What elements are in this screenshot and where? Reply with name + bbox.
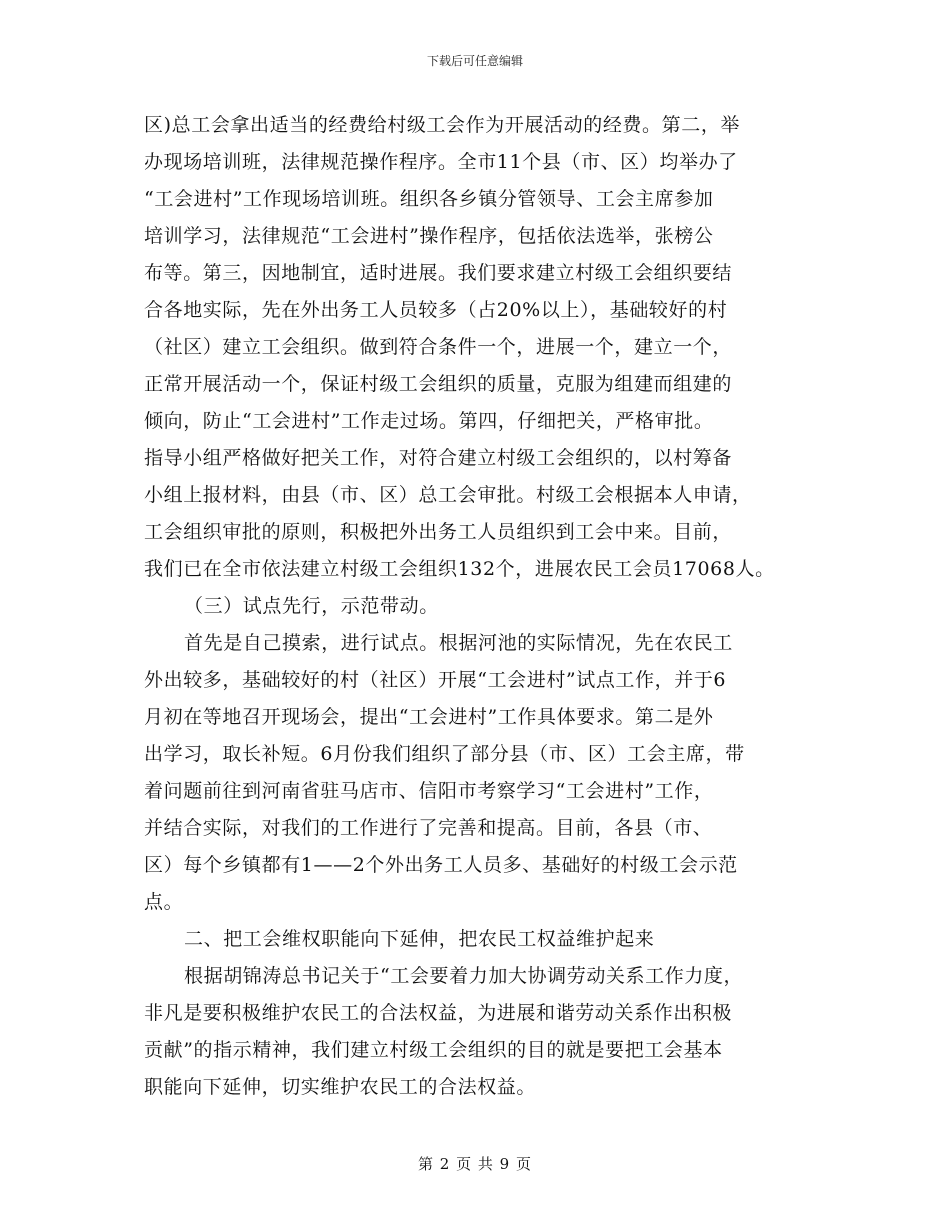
text-line: 职能向下延伸，切实维护农民工的合法权益。	[144, 1076, 537, 1098]
text-line: 出学习，取长补短。6月份我们组织了部分县（市、区）工会主席，带	[144, 743, 745, 765]
text-line: 月初在等地召开现场会，提出“工会进村”工作具体要求。第二是外	[144, 706, 714, 728]
text-line: 办现场培训班，法律规范操作程序。全市11个县（市、区）均举办了	[144, 151, 738, 173]
text-line: 区)总工会拿出适当的经费给村级工会作为开展活动的经费。第二，举	[144, 114, 741, 136]
text-line: 正常开展活动一个，保证村级工会组织的质量，克服为组建而组建的	[144, 373, 733, 395]
text-line: 布等。第三，因地制宜，适时进展。我们要求建立村级工会组织要结	[144, 262, 733, 284]
text-line: 点。	[144, 891, 184, 913]
text-line: 首先是自己摸索，进行试点。根据河池的实际情况，先在农民工	[184, 632, 733, 654]
text-line: “工会进村”工作现场培训班。组织各乡镇分管领导、工会主席参加	[144, 188, 714, 210]
text-line: 倾向，防止“工会进村”工作走过场。第四，仔细把关，严格审批。	[144, 410, 714, 432]
section-heading: （三）试点先行，示范带动。	[184, 595, 439, 617]
text-line: 我们已在全市依法建立村级工会组织132个，进展农民工会员17068人。	[144, 558, 775, 580]
text-line: 贡献”的指示精神，我们建立村级工会组织的目的就是要把工会基本	[144, 1039, 723, 1061]
section-heading: 二、把工会维权职能向下延伸，把农民工权益维护起来	[184, 928, 655, 950]
page-header: 下载后可任意编辑	[426, 54, 523, 68]
text-line: 非凡是要积极维护农民工的合法权益，为进展和谐劳动关系作出积极	[144, 1002, 733, 1024]
text-line: （社区）建立工会组织。做到符合条件一个，进展一个，建立一个，	[144, 336, 733, 358]
text-line: 着问题前往到河南省驻马店市、信阳市考察学习“工会进村”工作，	[144, 780, 714, 802]
text-line: 工会组织审批的原则，积极把外出务工人员组织到工会中来。目前，	[144, 521, 733, 543]
text-line: 外出较多，基础较好的村（社区）开展“工会进村”试点工作，并于6	[144, 669, 727, 691]
text-line: 并结合实际，对我们的工作进行了完善和提高。目前，各县（市、	[144, 817, 713, 839]
text-line: 指导小组严格做好把关工作，对符合建立村级工会组织的，以村筹备	[144, 447, 733, 469]
page-footer: 第 2 页 共 9 页	[418, 1155, 532, 1173]
text-line: 根据胡锦涛总书记关于“工会要着力加大协调劳动关系工作力度，	[184, 965, 744, 987]
text-line: 小组上报材料，由县（市、区）总工会审批。村级工会根据本人申请，	[144, 484, 752, 506]
text-line: 区）每个乡镇都有1——2个外出务工人员多、基础好的村级工会示范	[144, 854, 738, 876]
text-line: 培训学习，法律规范“工会进村”操作程序，包括依法选举，张榜公	[144, 225, 714, 247]
text-line: 合各地实际，先在外出务工人员较多（占20%以上），基础较好的村	[144, 299, 728, 321]
